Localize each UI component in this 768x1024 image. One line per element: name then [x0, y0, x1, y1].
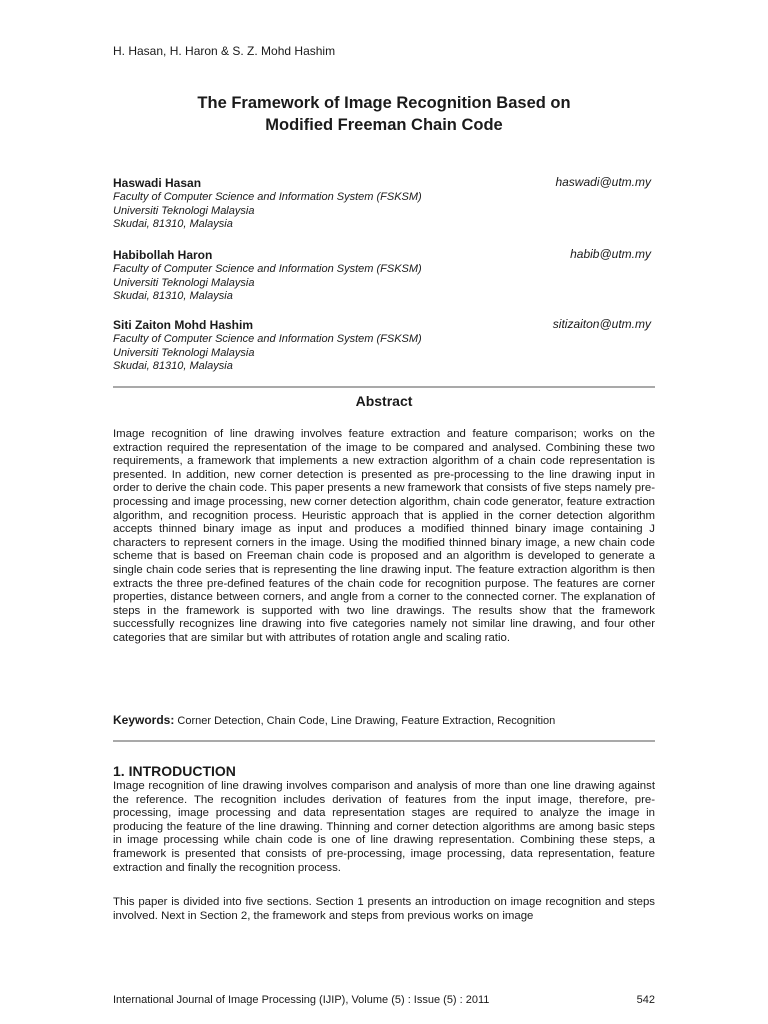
introduction-paragraph-1: Image recognition of line drawing involves comparison and analysis of more than one line drawing against the reference. The recognition includes derivation of features from the input image, therefore, pre-processing, image processing and data representation stages are required to analyze the image in producing the feature of the line drawing. Thinning and corner detection algorithms are among basic steps in image processing while chain code is one of line drawing representation. Combining these steps, a framework is presented that consists of pre-processing, image processing, data representation, feature extraction and finally the recognition process. [113, 780, 655, 874]
author-block-2 [113, 248, 655, 304]
paper-title [113, 92, 655, 136]
author-university: Universiti Teknologi Malaysia [113, 346, 255, 359]
title-line-2: Modified Freeman Chain Code [265, 116, 503, 134]
page-footer [113, 994, 655, 1006]
footer-journal: International Journal of Image Processing (IJIP), Volume (5) : Issue (5) : 2011 [113, 994, 490, 1006]
author-address: Skudai, 81310, Malaysia [113, 218, 233, 231]
author-name: Siti Zaiton Mohd Hashim [113, 318, 253, 332]
author-address: Skudai, 81310, Malaysia [113, 360, 233, 373]
author-affiliation: Faculty of Computer Science and Information System (FSKSM) [113, 191, 422, 203]
author-block-3 [113, 318, 655, 374]
author-name: Haswadi Hasan [113, 176, 202, 190]
author-email[interactable]: sitizaiton@utm.my [552, 317, 651, 331]
author-name: Habibollah Haron [113, 248, 213, 262]
abstract-text: Image recognition of line drawing involves feature extraction and feature comparison; works on the extraction required the representation of the image to be compared and analysed. Combining these two requirements, a framework that implements a new extraction algorithm of a chain code representation is presented. In addition, new corner detection is presented as pre-processing to the line drawing input in order to derive the chain code. This paper presents a new framework that consists of five steps namely pre-processing and image processing, new corner detection algorithm, chain code generator, feature extraction algorithm, and recognition process. Heuristic approach that is applied in the corner detection algorithm accepts thinned binary image as input and produces a modified thinned binary image containing J characters to represent corners in the image. Using the modified thinned binary image, a new chain code scheme that is based on Freeman chain code is proposed and an algorithm is developed to generate a single chain code series that is representing the line drawing input. The feature extraction algorithm is then extracts the three pre-defined features of the chain code for recognition purpose. The features are corner properties, distance between corners, and angle from a corner to the connected corner. The explanation of steps in the framework is supported with two line drawings. The results show that the framework successfully recognizes line drawing into five categories namely not similar line drawing, and four other categories that are similar but with attributes of rotation angle and scaling ratio. [113, 428, 655, 644]
title-line-1: The Framework of Image Recognition Based on [197, 94, 571, 112]
keywords-label: Keywords: [113, 713, 175, 727]
author-affiliation: Faculty of Computer Science and Information System (FSKSM) [113, 263, 422, 275]
author-university: Universiti Teknologi Malaysia [113, 276, 255, 289]
keywords-line [113, 713, 673, 727]
author-block-1 [113, 176, 655, 232]
author-email[interactable]: haswadi@utm.my [555, 175, 651, 189]
author-address: Skudai, 81310, Malaysia [113, 290, 233, 303]
page-number: 542 [636, 994, 655, 1006]
section-heading-introduction: 1. INTRODUCTION [113, 763, 236, 779]
abstract-bottom-divider [113, 740, 655, 742]
abstract-heading: Abstract [355, 393, 413, 409]
running-head: H. Hasan, H. Haron & S. Z. Mohd Hashim [113, 44, 336, 58]
author-affiliation: Faculty of Computer Science and Information System (FSKSM) [113, 333, 422, 345]
keywords-text: Corner Detection, Chain Code, Line Drawing, Feature Extraction, Recognition [174, 715, 556, 727]
author-university: Universiti Teknologi Malaysia [113, 204, 255, 217]
introduction-paragraph-2: This paper is divided into five sections. Section 1 presents an introduction on image recognition and steps involved. Next in Section 2, the framework and steps from previous works on image [113, 896, 655, 922]
author-email[interactable]: habib@utm.my [570, 247, 651, 261]
abstract-top-divider [113, 386, 655, 388]
